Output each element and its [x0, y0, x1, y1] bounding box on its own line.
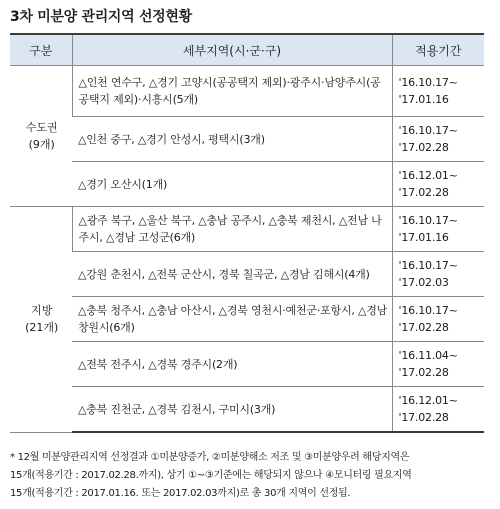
period-cell: [392, 162, 484, 207]
group-cell-provincial: [10, 207, 72, 433]
group-name: 수도권: [25, 121, 58, 134]
footnote-line: 15개(적용기간 : 2017.02.28.까지), 상기 ①~③기준에는 해당되지 않으나 ④모니터링 필요지역: [10, 470, 412, 481]
group-cell-capital: [10, 66, 72, 207]
period-end: '17.02.28: [398, 321, 449, 334]
region-cell: △인천 중구, △경기 안성시, 평택시(3개): [72, 117, 392, 162]
period-start: '16.10.17~: [398, 304, 458, 317]
table-row: [10, 162, 484, 207]
region-cell: △충북 진천군, △경북 김천시, 구미시(3개): [72, 387, 392, 433]
region-cell: △충북 청주시, △충남 아산시, △경북 영천시·예천군·포항시, △경남 창원시(6개): [72, 297, 392, 342]
period-end: '17.02.03: [398, 276, 449, 289]
table-row: [10, 342, 484, 387]
period-end: '17.02.28: [398, 366, 449, 379]
period-end: '17.02.28: [398, 186, 449, 199]
table-row: [10, 297, 484, 342]
footnote-line: * 12월 미분양관리지역 선정결과 ①미분양증가, ②미분양해소 저조 및 ③미분양우려 해당지역은: [10, 452, 410, 463]
period-end: '17.01.16: [398, 93, 449, 106]
period-start: '16.10.17~: [398, 259, 458, 272]
table-header-row: [10, 34, 484, 66]
period-cell: [392, 207, 484, 252]
period-start: '16.11.04~: [398, 349, 458, 362]
header-region: 세부지역(시·군·구): [72, 34, 392, 66]
header-category: 구분: [10, 34, 72, 66]
group-name: 지방: [31, 304, 53, 318]
period-cell: [392, 66, 484, 117]
period-cell: [392, 387, 484, 433]
page-title: 3차 미분양 관리지역 선정현황: [10, 9, 192, 25]
period-cell: [392, 297, 484, 342]
region-table: [10, 33, 484, 433]
period-end: '17.02.28: [398, 411, 449, 424]
period-cell: [392, 342, 484, 387]
table-row: [10, 207, 484, 252]
region-cell: △경기 오산시(1개): [72, 162, 392, 207]
table-row: [10, 252, 484, 297]
table-row: [10, 387, 484, 433]
period-cell: [392, 252, 484, 297]
table-row: [10, 117, 484, 162]
period-end: '17.01.16: [398, 231, 449, 244]
footnote-line: 15개(적용기간 : 2017.01.16. 또는 2017.02.03까지)로 총 30개 지역이 선정됨.: [10, 488, 351, 499]
region-cell: △강원 춘천시, △전북 군산시, 경북 칠곡군, △경남 김해시(4개): [72, 252, 392, 297]
period-start: '16.12.01~: [398, 394, 458, 407]
period-start: '16.12.01~: [398, 169, 458, 182]
period-cell: [392, 117, 484, 162]
period-start: '16.10.17~: [398, 214, 458, 227]
region-cell: △전북 전주시, △경북 경주시(2개): [72, 342, 392, 387]
period-end: '17.02.28: [398, 141, 449, 154]
period-start: '16.10.17~: [398, 124, 458, 137]
footnote: [10, 449, 486, 503]
group-count: (21개): [25, 321, 59, 335]
table-row: [10, 66, 484, 117]
period-start: '16.10.17~: [398, 76, 458, 89]
header-period: 적용기간: [392, 34, 484, 66]
group-count: (9개): [28, 138, 55, 151]
region-cell: △광주 북구, △울산 북구, △충남 공주시, △충북 제천시, △전남 나주시, △경남 고성군(6개): [72, 207, 392, 252]
region-cell: △인천 연수구, △경기 고양시(공공택지 제외)·광주시·남양주시(공공택지 제외)·시흥시(5개): [72, 66, 392, 117]
